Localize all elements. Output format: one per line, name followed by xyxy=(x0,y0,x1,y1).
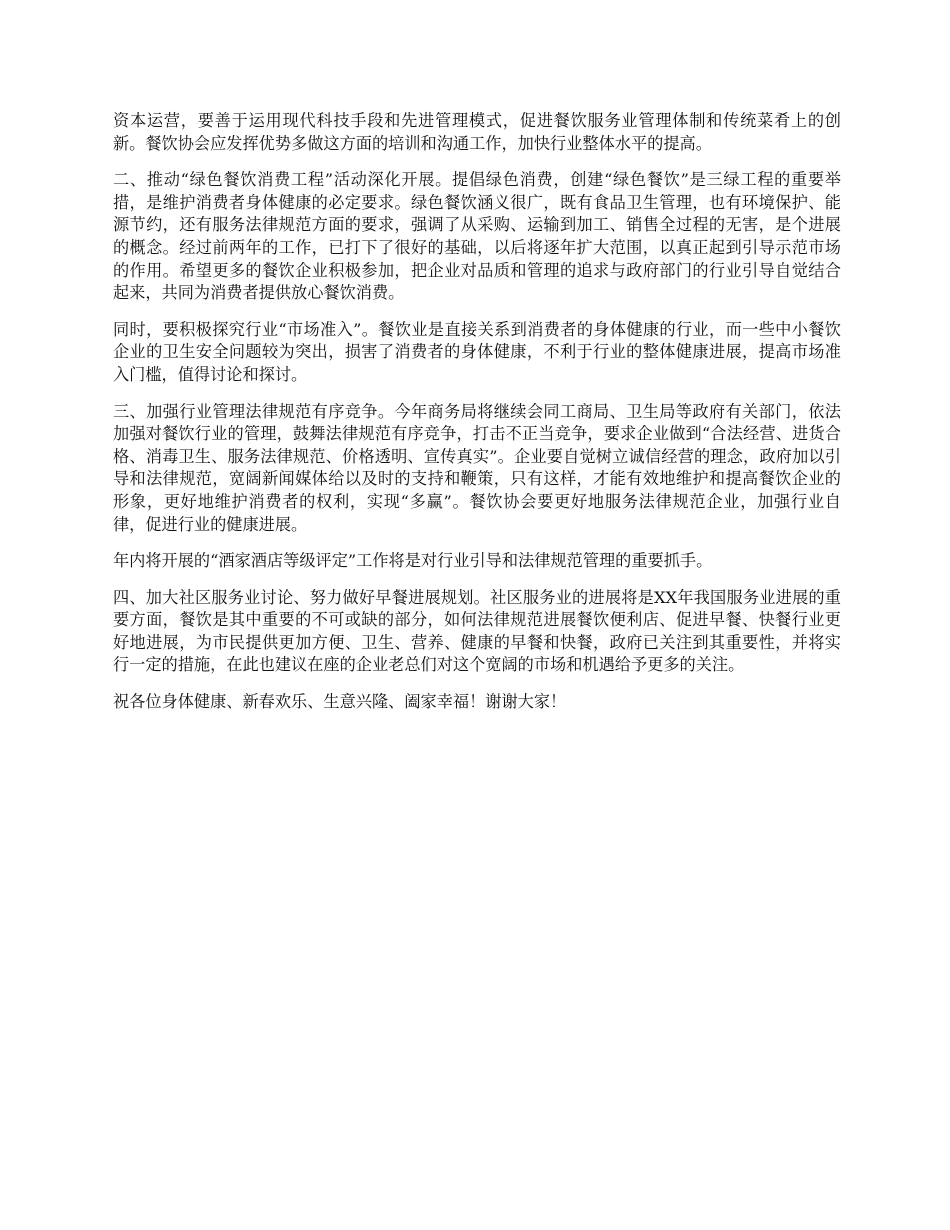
paragraph-green-catering: 二、推动“绿色餐饮消费工程”活动深化开展。提倡绿色消费，创建“绿色餐饮”是三绿工程的重要举措，是维护消费者身体健康的必定要求。绿色餐饮涵义很广，既有食品卫生管理，也有环境保护、能源节约，还有服务法律规范方面的要求，强调了从采购、运输到加工、销售全过程的无害，是个进展的概念。经过前两年的工作，已打下了很好的基础，以后将逐年扩大范围，以真正起到引导示范市场的作用。希望更多的餐饮企业积极参加，把企业对品质和管理的追求与政府部门的行业引导自觉结合起来，共同为消费者提供放心餐饮消费。 xyxy=(113,170,841,303)
paragraph-innovation: 资本运营，要善于运用现代科技手段和先进管理模式，促进餐饮服务业管理体制和传统菜肴上的创新。餐饮协会应发挥优势多做这方面的培训和沟通工作，加快行业整体水平的提高。 xyxy=(113,111,841,153)
paragraph-regulated-competition: 三、加强行业管理法律规范有序竞争。今年商务局将继续会同工商局、卫生局等政府有关部门，依法加强对餐饮行业的管理，鼓舞法律规范有序竞争，打击不正当竞争，要求企业做到“合法经营、进货合格、消毒卫生、服务法律规范、价格透明、宣传真实”。企业要自觉树立诚信经营的理念，政府加以引导和法律规范，宽阔新闻媒体给以及时的支持和鞭策，只有这样，才能有效地维护和提高餐饮企业的形象，更好地维护消费者的权利，实现“多赢”。餐饮协会要更好地服务法律规范企业，加强行业自律，促进行业的健康进展。 xyxy=(113,401,841,534)
paragraph-community-services: 四、加大社区服务业讨论、努力做好早餐进展规划。社区服务业的进展将是XX年我国服务业进展的重要方面，餐饮是其中重要的不可或缺的部分，如何法律规范进展餐饮便利店、促进早餐、快餐行业更好地进展，为市民提供更加方便、卫生、营养、健康的早餐和快餐，政府已关注到其重要性，并将实行一定的措施，在此也建议在座的企业老总们对这个宽阔的市场和机遇给予更多的关注。 xyxy=(113,587,841,675)
paragraph-market-access: 同时，要积极探究行业“市场准入”。餐饮业是直接关系到消费者的身体健康的行业，而一些中小餐饮企业的卫生安全问题较为突出，损害了消费者的身体健康，不利于行业的整体健康进展，提高市场准入门槛，值得讨论和探讨。 xyxy=(113,319,841,384)
paragraph-closing-wishes: 祝各位身体健康、新春欢乐、生意兴隆、阖家幸福！谢谢大家！ xyxy=(113,692,567,712)
paragraph-hotel-rating: 年内将开展的“酒家酒店等级评定”工作将是对行业引导和法律规范管理的重要抓手。 xyxy=(113,551,713,571)
document-body xyxy=(113,110,841,728)
